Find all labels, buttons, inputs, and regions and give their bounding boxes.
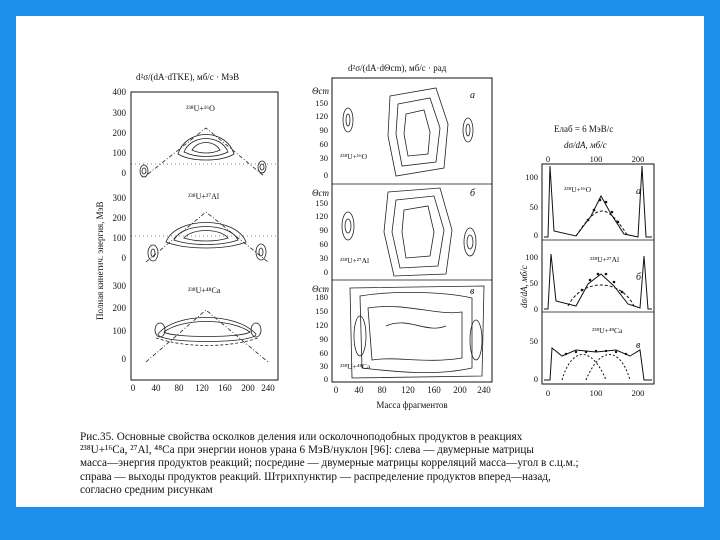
caption-line: согласно средним рисункам [80, 483, 213, 496]
right-panel [519, 124, 654, 398]
right-xtick: 100 [589, 388, 603, 398]
left-axis-title: d²σ/(dA·dTKE), мб/с · МэВ [136, 72, 240, 82]
right-top-tick: 0 [545, 154, 551, 164]
middle-xtick: 0 [333, 385, 339, 395]
right-ytick: 0 [533, 374, 538, 384]
left-ytick: 0 [121, 168, 126, 178]
figure-caption [80, 431, 680, 497]
middle-reaction-label: ²³⁸U+⁴⁸Ca [340, 362, 371, 371]
middle-xtick: 80 [377, 385, 387, 395]
caption-line: Рис.35. Основные свойства осколков деления или осколочноподобных продуктов в реакциях [80, 431, 523, 443]
left-xtick: 80 [174, 383, 184, 393]
left-ytick: 200 [112, 303, 126, 313]
left-xtick: 0 [130, 383, 136, 393]
middle-ytick: 120 [315, 211, 328, 221]
middle-panel-letter: а [470, 90, 475, 101]
middle-xtick: 160 [427, 385, 441, 395]
middle-panel-letter: в [470, 286, 475, 297]
left-ytick: 100 [112, 148, 126, 158]
middle-ylabel: Θcm [312, 188, 329, 198]
right-panel-letter: а [636, 186, 641, 197]
middle-xtick: 200 [453, 385, 467, 395]
left-ytick: 100 [112, 233, 126, 243]
left-ytick: 0 [121, 354, 126, 364]
caption-line: масса—энергия продуктов реакций; посредине — двумерные матрицы корреляций масса—угол в с.ц.м.; [80, 457, 579, 470]
middle-ytick: 180 [315, 292, 328, 302]
middle-ytick: 90 [319, 225, 328, 235]
right-panel-letter: б [636, 272, 642, 283]
middle-ytick: 0 [323, 170, 328, 180]
middle-panel-letter: б [470, 188, 476, 199]
middle-ytick: 0 [323, 267, 328, 277]
right-top-tick: 200 [631, 154, 645, 164]
right-xtick: 0 [545, 388, 551, 398]
middle-ytick: 60 [319, 139, 328, 149]
right-xtick: 200 [631, 388, 645, 398]
slide [16, 16, 704, 507]
caption-line: ²³⁸U+¹⁶Ca, ²⁷Al, ⁴⁸Ca при энергии ионов урана 6 МэВ/нуклон [96]: слева — двумерные матрицы [80, 444, 534, 457]
right-reaction-label: ²³⁸U+²⁷Al [590, 255, 620, 264]
middle-ytick: 30 [319, 253, 328, 263]
left-xtick: 40 [151, 383, 161, 393]
left-xtick: 160 [218, 383, 232, 393]
right-reaction-label: ²³⁸U+⁴⁸Ca [592, 326, 623, 335]
left-panel [95, 72, 278, 393]
middle-ytick: 150 [315, 306, 328, 316]
right-ytick: 50 [529, 278, 538, 288]
right-ytick: 0 [533, 304, 538, 314]
left-reaction-label: ²³⁸U+⁴⁸Ca [188, 286, 221, 295]
right-ytick: 50 [529, 202, 538, 212]
middle-ytick: 120 [315, 111, 328, 121]
left-ytick: 400 [112, 87, 126, 97]
right-panel-letter: в [636, 340, 641, 351]
right-ytick: 100 [525, 252, 538, 262]
middle-xtick: 40 [354, 385, 364, 395]
right-ylabel: dσ/dA, мб/с [519, 265, 529, 308]
left-ytick: 200 [112, 213, 126, 223]
middle-ytick: 30 [319, 153, 328, 163]
left-reaction-label: ²³⁸U+¹⁶O [186, 104, 215, 113]
right-axis-title: dσ/dA, мб/с [564, 140, 607, 150]
middle-ytick: 30 [319, 361, 328, 371]
right-ytick: 50 [529, 336, 538, 346]
middle-xlabel: Масса фрагментов [376, 400, 448, 410]
right-reaction-label: ²³⁸U+¹⁶O [564, 185, 592, 194]
middle-ytick: 90 [319, 334, 328, 344]
middle-ytick: 120 [315, 320, 328, 330]
left-contours [140, 128, 268, 362]
middle-ytick: 60 [319, 239, 328, 249]
left-ytick: 300 [112, 193, 126, 203]
left-ytick: 300 [112, 281, 126, 291]
left-ytick: 0 [121, 253, 126, 263]
left-ytick: 200 [112, 128, 126, 138]
caption-line: справа — выходы продуктов реакций. Штрихпунктир — распределение продуктов вперед—назад, [80, 470, 551, 483]
middle-contours [342, 88, 484, 378]
middle-ytick: 0 [323, 374, 328, 384]
left-reaction-label: ²³⁸U+²⁷Al [188, 192, 220, 201]
left-xtick: 200 [241, 383, 255, 393]
left-xtick: 120 [195, 383, 209, 393]
middle-ytick: 150 [315, 198, 328, 208]
left-ylabel: Полная кинетич. энергия, МэВ [95, 201, 105, 320]
left-xtick: 240 [261, 383, 275, 393]
middle-reaction-label: ²³⁸U+¹⁶O [340, 152, 368, 161]
middle-axis-title: d²σ/(dA·dΘcm), мб/с · рад [348, 63, 447, 73]
middle-reaction-label: ²³⁸U+²⁷Al [340, 256, 370, 265]
middle-ylabel: Θcm [312, 86, 329, 96]
middle-panel [312, 63, 492, 410]
right-ytick: 0 [533, 230, 538, 240]
right-top-tick: 100 [589, 154, 603, 164]
middle-xtick: 240 [477, 385, 491, 395]
middle-ytick: 150 [315, 98, 328, 108]
left-ytick: 100 [112, 326, 126, 336]
right-energy-label: Eлаб = 6 МэВ/с [554, 124, 614, 134]
middle-ytick: 60 [319, 348, 328, 358]
middle-ytick: 90 [319, 125, 328, 135]
middle-ylabel: Θcm [312, 284, 329, 294]
left-ytick: 300 [112, 108, 126, 118]
middle-xtick: 120 [401, 385, 415, 395]
right-ytick: 100 [525, 172, 538, 182]
